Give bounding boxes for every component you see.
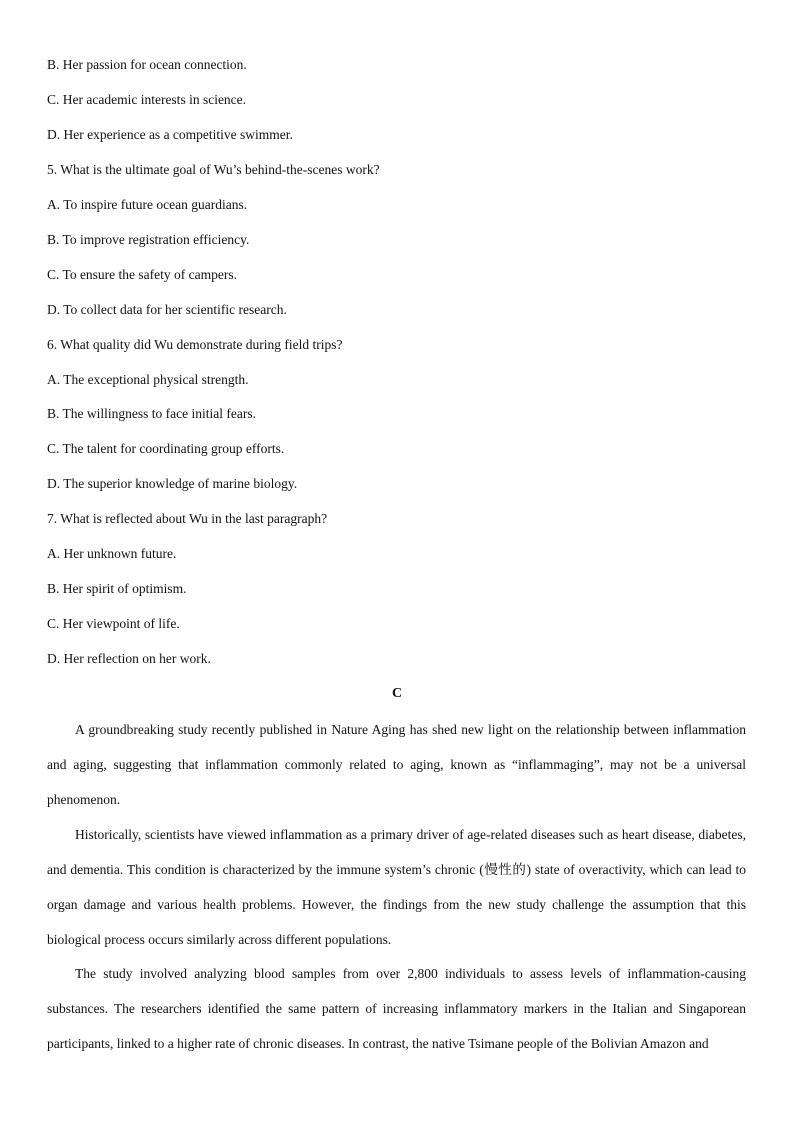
q5-option-c: C. To ensure the safety of campers. — [47, 267, 237, 282]
q7-option-c: C. Her viewpoint of life. — [47, 616, 180, 631]
q7-option-a: A. Her unknown future. — [47, 546, 177, 561]
paragraph-1: A groundbreaking study recently published in Nature Aging has shed new light on the relationship between inflammation and aging, suggesting that inflammation commonly related to aging, known as “inflammaging”, may not be a universal phenomenon. — [47, 722, 746, 807]
q5-question: 5. What is the ultimate goal of Wu’s behind-the-scenes work? — [47, 162, 380, 177]
q7-question: 7. What is reflected about Wu in the last paragraph? — [47, 511, 328, 526]
q5-option-b: B. To improve registration efficiency. — [47, 232, 250, 247]
q4-option-d: D. Her experience as a competitive swimmer. — [47, 127, 293, 142]
q6-option-b: B. The willingness to face initial fears. — [47, 406, 256, 421]
q4-option-c: C. Her academic interests in science. — [47, 92, 247, 107]
q6-option-c: C. The talent for coordinating group efforts. — [47, 441, 285, 456]
q7-option-d: D. Her reflection on her work. — [47, 651, 211, 666]
q6-option-a: A. The exceptional physical strength. — [47, 372, 249, 387]
q6-option-d: D. The superior knowledge of marine biology. — [47, 476, 298, 491]
q4-option-b: B. Her passion for ocean connection. — [47, 57, 247, 72]
q7-option-b: B. Her spirit of optimism. — [47, 581, 187, 596]
paragraph-2: Historically, scientists have viewed inflammation as a primary driver of age-related diseases such as heart disease, diabetes, and dementia. This condition is characterized by the immune system’s chronic (慢性的) state of overactivity, which can lead to organ damage and various health problems. However, the findings from the new study challenge the assumption that this biological process occurs similarly across different populations. — [47, 827, 746, 947]
q6-question: 6. What quality did Wu demonstrate during field trips? — [47, 337, 343, 352]
section-heading: C — [391, 686, 403, 701]
q5-option-d: D. To collect data for her scientific research. — [47, 302, 287, 317]
q5-option-a: A. To inspire future ocean guardians. — [47, 197, 248, 212]
paragraph-3: The study involved analyzing blood samples from over 2,800 individuals to assess levels of inflammation-causing substances. The researchers identified the same pattern of increasing inflammatory markers in the Italian and Singaporean participants, linked to a higher rate of chronic diseases. In contrast, the native Tsimane people of the Bolivian Amazon and — [47, 966, 746, 1051]
